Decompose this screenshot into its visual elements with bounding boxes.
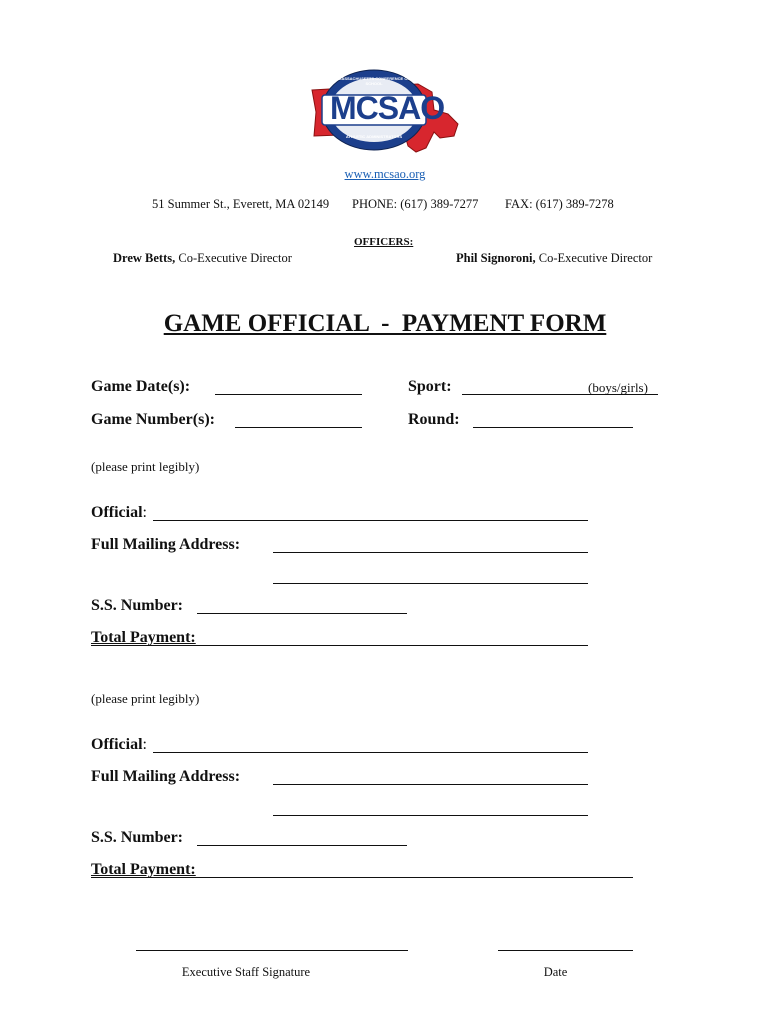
date-label: Date xyxy=(543,965,568,979)
form-title: GAME OFFICIAL - PAYMENT FORM xyxy=(163,310,607,337)
official-label-1 xyxy=(91,504,147,522)
round-label: Round: xyxy=(408,411,460,428)
officer-right-name: Phil Signoroni, xyxy=(456,251,536,265)
logo-wordmark: MCSAO xyxy=(330,90,445,126)
game-dates-label: Game Date(s): xyxy=(91,378,191,395)
officer-left xyxy=(113,251,292,266)
sport-label: Sport: xyxy=(408,378,452,395)
game-numbers-label: Game Number(s): xyxy=(91,411,215,428)
official-colon-1: : xyxy=(142,504,147,521)
address-field-2b[interactable] xyxy=(273,815,588,816)
official-field-2[interactable] xyxy=(153,752,588,753)
total-label-2: Total Payment: xyxy=(91,861,196,878)
website-link[interactable]: www.mcsao.org xyxy=(344,167,426,181)
total-field-1[interactable] xyxy=(91,645,588,646)
officer-right xyxy=(456,251,652,266)
logo-arc-text: MASSACHUSETTS CONFERENCE OF SCHOOL xyxy=(338,76,410,86)
address-field-1a[interactable] xyxy=(273,552,588,553)
address-field-2a[interactable] xyxy=(273,784,588,785)
officer-right-title: Co-Executive Director xyxy=(535,251,653,265)
ss-label-1: S.S. Number: xyxy=(91,597,184,614)
address-label-1: Full Mailing Address: xyxy=(91,536,241,553)
address-label-2: Full Mailing Address: xyxy=(91,768,241,785)
officer-left-title: Co-Executive Director xyxy=(175,251,292,265)
ss-field-2[interactable] xyxy=(197,845,407,846)
fax-text: FAX: (617) 389-7278 xyxy=(505,197,614,211)
date-line[interactable] xyxy=(498,950,633,951)
officers-label: OFFICERS: xyxy=(354,236,414,248)
mcsao-logo xyxy=(308,62,468,164)
official-label-text-2: Official xyxy=(91,736,143,753)
officer-left-name: Drew Betts, xyxy=(113,251,176,265)
signature-line[interactable] xyxy=(136,950,408,951)
total-field-2[interactable] xyxy=(91,877,633,878)
ss-field-1[interactable] xyxy=(197,613,407,614)
total-label-1: Total Payment: xyxy=(91,629,196,646)
game-numbers-field[interactable] xyxy=(235,427,362,428)
official-field-1[interactable] xyxy=(153,520,588,521)
game-dates-field[interactable] xyxy=(215,394,362,395)
official-colon-2: : xyxy=(142,736,147,753)
official-label-2 xyxy=(91,736,147,754)
print-note-1: (please print legibly) xyxy=(91,459,200,474)
signature-label: Executive Staff Signature xyxy=(181,965,311,979)
sport-hint: (boys/girls) xyxy=(588,380,648,395)
logo-arc-text-bottom: ATHLETIC ADMINISTRATORS xyxy=(345,134,403,139)
phone-text: PHONE: (617) 389-7277 xyxy=(352,197,479,211)
address-field-1b[interactable] xyxy=(273,583,588,584)
print-note-2: (please print legibly) xyxy=(91,691,200,706)
address-text: 51 Summer St., Everett, MA 02149 xyxy=(152,197,330,211)
round-field[interactable] xyxy=(473,427,633,428)
ss-label-2: S.S. Number: xyxy=(91,829,184,846)
official-label-text-1: Official xyxy=(91,504,143,521)
